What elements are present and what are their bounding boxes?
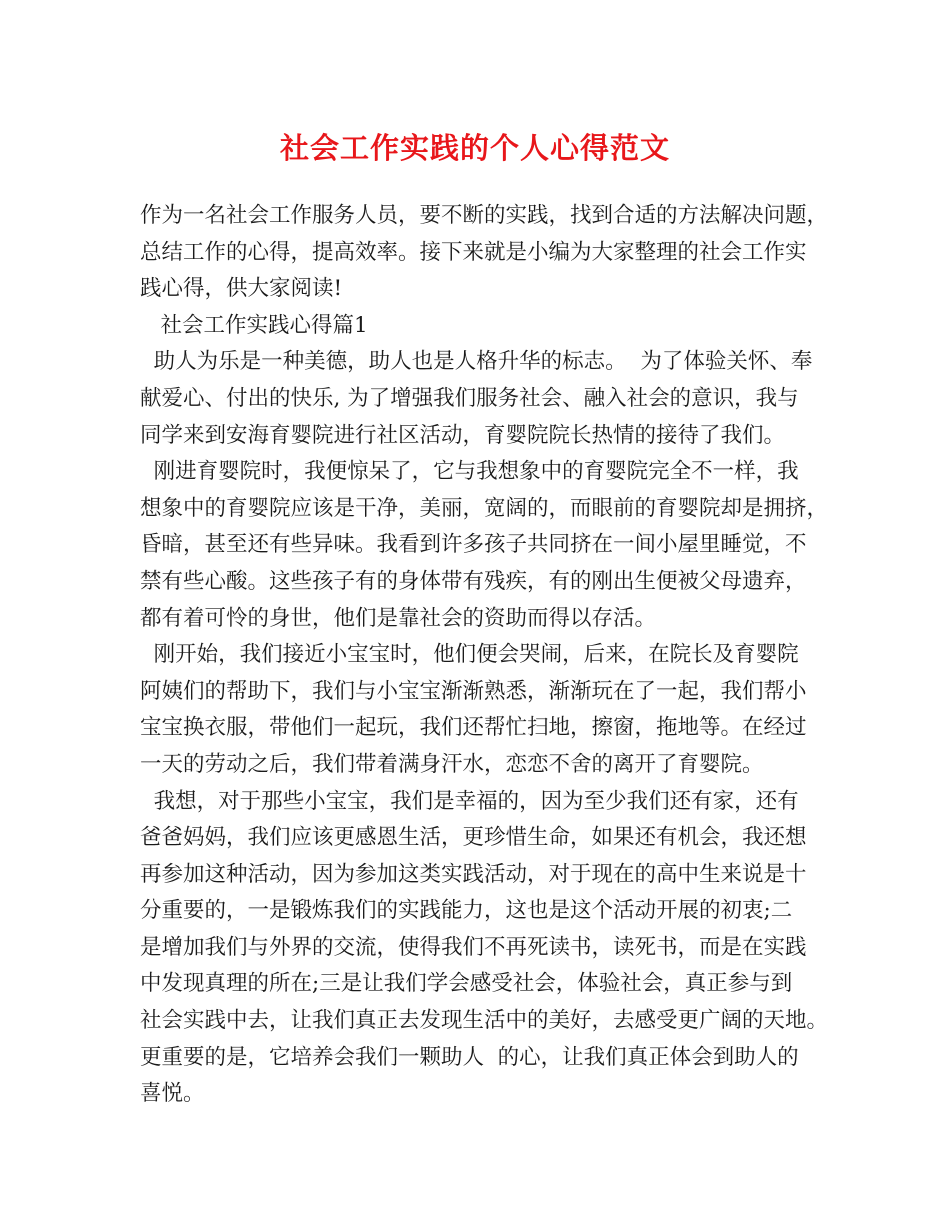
body-line: 践心得，供大家阅读! [140, 276, 343, 302]
body-line: 助人为乐是一种美德，助人也是人格升华的标志。 为了体验关怀、奉 [140, 349, 813, 375]
body-line: 都有着可怜的身世，他们是靠社会的资助而得以存活。 [140, 605, 657, 631]
document-body [140, 198, 840, 1113]
body-line: 分重要的，一是锻炼我们的实践能力，这也是这个活动开展的初衷;二 [140, 898, 793, 924]
body-line: 禁有些心酸。这些孩子有的身体带有残疾，有的刚出生便被父母遗弃， [140, 568, 807, 594]
section-heading: 社会工作实践心得篇1 [140, 312, 368, 338]
body-line: 社会实践中去，让我们真正去发现生活中的美好，去感受更广阔的天地。 [140, 1008, 829, 1034]
body-line: 刚进育婴院时，我便惊呆了，它与我想象中的育婴院完全不一样，我 [140, 459, 799, 485]
body-line: 昏暗，甚至还有些异味。我看到许多孩子共同挤在一间小屋里睡觉，不 [140, 532, 807, 558]
body-line: 宝宝换衣服，带他们一起玩，我们还帮忙扫地，擦窗，拖地等。在经过 [140, 715, 807, 741]
body-line: 作为一名社会工作服务人员，要不断的实践，找到合适的方法解决问题， [140, 203, 829, 228]
body-line: 更重要的是，它培养会我们一颗助人 的心，让我们真正体会到助人的 [140, 1044, 799, 1070]
body-line: 同学来到安海育婴院进行社区活动，育婴院院长热情的接待了我们。 [140, 422, 786, 448]
body-line: 刚开始，我们接近小宝宝时，他们便会哭闹，后来，在院长及育婴院 [140, 642, 799, 668]
body-line: 想象中的育婴院应该是干净，美丽，宽阔的，而眼前的育婴院却是拥挤， [140, 495, 829, 521]
body-line: 爸爸妈妈，我们应该更感恩生活，更珍惜生命，如果还有机会，我还想 [140, 825, 807, 851]
body-line: 再参加这种活动，因为参加这类实践活动，对于现在的高中生来说是十 [140, 861, 807, 887]
body-line: 是增加我们与外界的交流，使得我们不再死读书，读死书，而是在实践 [140, 934, 807, 960]
body-line: 中发现真理的所在;三是让我们学会感受社会，体验社会，真正参与到 [140, 971, 793, 997]
body-line: 一天的劳动之后，我们带着满身汗水，恋恋不舍的离开了育婴院。 [140, 751, 764, 777]
body-line: 喜悦。 [140, 1081, 205, 1107]
body-line: 阿姨们的帮助下，我们与小宝宝渐渐熟悉，渐渐玩在了一起，我们帮小 [140, 678, 807, 704]
body-line: 总结工作的心得，提高效率。接下来就是小编为大家整理的社会工作实 [140, 239, 807, 265]
body-line: 献爱心、付出的快乐, 为了增强我们服务社会、融入社会的意识，我与 [140, 385, 799, 411]
body-line: 我想，对于那些小宝宝，我们是幸福的，因为至少我们还有家，还有 [140, 788, 799, 814]
document-title: 社会工作实践的个人心得范文 [279, 131, 670, 165]
